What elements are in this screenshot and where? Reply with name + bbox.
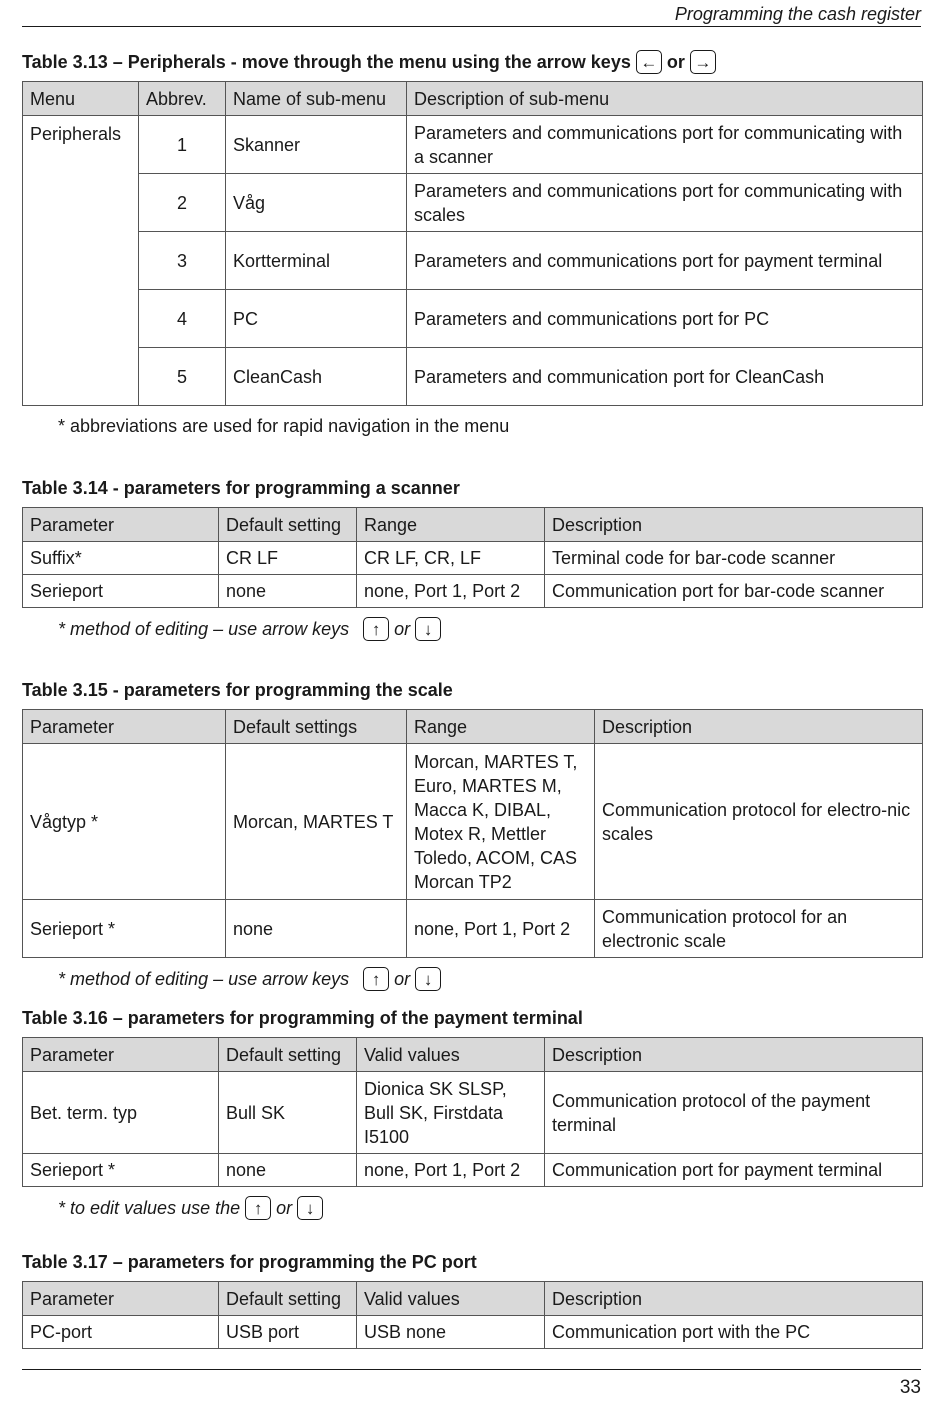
desc-cell: Parameters and communications port for PC bbox=[407, 290, 923, 348]
header-cell: Menu bbox=[23, 82, 139, 116]
table-3-13-caption bbox=[22, 50, 716, 74]
arrow-down-key-icon: ↓ bbox=[415, 617, 441, 641]
desc-cell: Communication port for bar-code scanner bbox=[545, 575, 923, 608]
caption-or: or bbox=[666, 51, 685, 72]
header-cell: Description bbox=[545, 1282, 923, 1316]
desc-cell: Communication protocol for electro-nic scales bbox=[595, 744, 923, 900]
menu-cell: Peripherals bbox=[23, 116, 139, 406]
table-row bbox=[23, 1154, 923, 1187]
arrow-up-key-icon: ↑ bbox=[245, 1196, 271, 1220]
abbrev-cell: 1 bbox=[139, 116, 226, 174]
caption-text: Table 3.15 - parameters for programming the scale bbox=[22, 680, 453, 700]
default-cell: Bull SK bbox=[219, 1072, 357, 1154]
range-cell: Morcan, MARTES T, Euro, MARTES M, Macca K, DIBAL, Motex R, Mettler Toledo, ACOM, CAS Morcan TP2 bbox=[407, 744, 595, 900]
arrow-up-key-icon: ↑ bbox=[363, 617, 389, 641]
arrow-up-key-icon: ↑ bbox=[363, 967, 389, 991]
default-cell: none bbox=[219, 1154, 357, 1187]
range-cell: USB none bbox=[357, 1316, 545, 1349]
table-3-16-note bbox=[58, 1196, 323, 1220]
header-cell: Parameter bbox=[23, 508, 219, 542]
param-cell: Vågtyp * bbox=[23, 744, 226, 900]
page-number: 33 bbox=[899, 1377, 921, 1398]
table-header-row bbox=[23, 82, 923, 116]
header-cell: Parameter bbox=[23, 710, 226, 744]
table-3-14-caption bbox=[22, 478, 460, 499]
name-cell: Kortterminal bbox=[226, 232, 407, 290]
desc-cell: Parameters and communication port for CleanCash bbox=[407, 348, 923, 406]
table-3-17 bbox=[22, 1281, 923, 1349]
caption-text: Table 3.17 – parameters for programming the PC port bbox=[22, 1252, 477, 1272]
caption-text: Table 3.13 – Peripherals - move through the menu using the arrow keys bbox=[22, 51, 631, 72]
table-row bbox=[23, 744, 923, 900]
arrow-right-key-icon: → bbox=[690, 50, 716, 74]
header-cell: Description of sub-menu bbox=[407, 82, 923, 116]
name-cell: PC bbox=[226, 290, 407, 348]
header-cell: Range bbox=[357, 508, 545, 542]
desc-cell: Communication port for payment terminal bbox=[545, 1154, 923, 1187]
desc-cell: Terminal code for bar-code scanner bbox=[545, 542, 923, 575]
arrow-left-key-icon: ← bbox=[636, 50, 662, 74]
caption-text: Table 3.16 – parameters for programming of the payment terminal bbox=[22, 1008, 583, 1028]
header-rule bbox=[22, 26, 921, 27]
abbrev-cell: 4 bbox=[139, 290, 226, 348]
name-cell: Våg bbox=[226, 174, 407, 232]
arrow-down-key-icon: ↓ bbox=[415, 967, 441, 991]
table-3-15-note bbox=[58, 967, 441, 991]
table-row bbox=[23, 348, 923, 406]
table-row bbox=[23, 116, 923, 174]
table-row bbox=[23, 542, 923, 575]
header-cell: Default settings bbox=[226, 710, 407, 744]
table-header-row bbox=[23, 1282, 923, 1316]
range-cell: CR LF, CR, LF bbox=[357, 542, 545, 575]
table-3-13-note bbox=[58, 416, 509, 437]
param-cell: Serieport bbox=[23, 575, 219, 608]
note-text: * abbreviations are used for rapid navigation in the menu bbox=[58, 416, 510, 436]
note-text: * to edit values use the bbox=[58, 1197, 241, 1218]
table-row bbox=[23, 1072, 923, 1154]
header-cell: Description bbox=[545, 1038, 923, 1072]
caption-text: Table 3.14 - parameters for programming a scanner bbox=[22, 478, 460, 498]
arrow-down-key-icon: ↓ bbox=[297, 1196, 323, 1220]
range-cell: Dionica SK SLSP, Bull SK, Firstdata I5100 bbox=[357, 1072, 545, 1154]
default-cell: USB port bbox=[219, 1316, 357, 1349]
table-row bbox=[23, 900, 923, 958]
desc-cell: Parameters and communications port for communicating with a scanner bbox=[407, 116, 923, 174]
desc-cell: Communication protocol of the payment terminal bbox=[545, 1072, 923, 1154]
header-cell: Abbrev. bbox=[139, 82, 226, 116]
header-cell: Default setting bbox=[219, 1282, 357, 1316]
note-or: or bbox=[276, 1197, 293, 1218]
header-cell: Valid values bbox=[357, 1038, 545, 1072]
table-3-13 bbox=[22, 81, 923, 406]
note-or: or bbox=[394, 618, 411, 639]
range-cell: none, Port 1, Port 2 bbox=[357, 575, 545, 608]
header-cell: Parameter bbox=[23, 1282, 219, 1316]
header-cell: Name of sub-menu bbox=[226, 82, 407, 116]
note-text: * method of editing – use arrow keys bbox=[58, 618, 350, 639]
note-or: or bbox=[394, 968, 411, 989]
header-cell: Parameter bbox=[23, 1038, 219, 1072]
header-cell: Description bbox=[595, 710, 923, 744]
table-3-15-caption bbox=[22, 680, 453, 701]
table-row bbox=[23, 575, 923, 608]
table-header-row bbox=[23, 508, 923, 542]
header-cell: Valid values bbox=[357, 1282, 545, 1316]
default-cell: CR LF bbox=[219, 542, 357, 575]
param-cell: Serieport * bbox=[23, 900, 226, 958]
default-cell: none bbox=[219, 575, 357, 608]
range-cell: none, Port 1, Port 2 bbox=[357, 1154, 545, 1187]
default-cell: none bbox=[226, 900, 407, 958]
table-3-14 bbox=[22, 507, 923, 608]
table-3-16-caption bbox=[22, 1008, 583, 1029]
table-row bbox=[23, 290, 923, 348]
header-cell: Default setting bbox=[219, 1038, 357, 1072]
table-header-row bbox=[23, 710, 923, 744]
header-cell: Range bbox=[407, 710, 595, 744]
desc-cell: Communication port with the PC bbox=[545, 1316, 923, 1349]
table-row bbox=[23, 174, 923, 232]
abbrev-cell: 5 bbox=[139, 348, 226, 406]
desc-cell: Parameters and communications port for communicating with scales bbox=[407, 174, 923, 232]
abbrev-cell: 2 bbox=[139, 174, 226, 232]
table-3-15 bbox=[22, 709, 923, 958]
running-header: Programming the cash register bbox=[674, 4, 921, 24]
param-cell: Bet. term. typ bbox=[23, 1072, 219, 1154]
desc-cell: Communication protocol for an electronic scale bbox=[595, 900, 923, 958]
name-cell: CleanCash bbox=[226, 348, 407, 406]
table-row bbox=[23, 1316, 923, 1349]
range-cell: none, Port 1, Port 2 bbox=[407, 900, 595, 958]
param-cell: Serieport * bbox=[23, 1154, 219, 1187]
note-text: * method of editing – use arrow keys bbox=[58, 968, 350, 989]
desc-cell: Parameters and communications port for payment terminal bbox=[407, 232, 923, 290]
param-cell: Suffix* bbox=[23, 542, 219, 575]
name-cell: Skanner bbox=[226, 116, 407, 174]
table-3-16 bbox=[22, 1037, 923, 1187]
table-header-row bbox=[23, 1038, 923, 1072]
default-cell: Morcan, MARTES T bbox=[226, 744, 407, 900]
param-cell: PC-port bbox=[23, 1316, 219, 1349]
header-cell: Description bbox=[545, 508, 923, 542]
table-3-17-caption bbox=[22, 1252, 477, 1273]
table-row bbox=[23, 232, 923, 290]
table-3-14-note bbox=[58, 617, 441, 641]
header-cell: Default setting bbox=[219, 508, 357, 542]
footer-rule bbox=[22, 1369, 921, 1370]
abbrev-cell: 3 bbox=[139, 232, 226, 290]
